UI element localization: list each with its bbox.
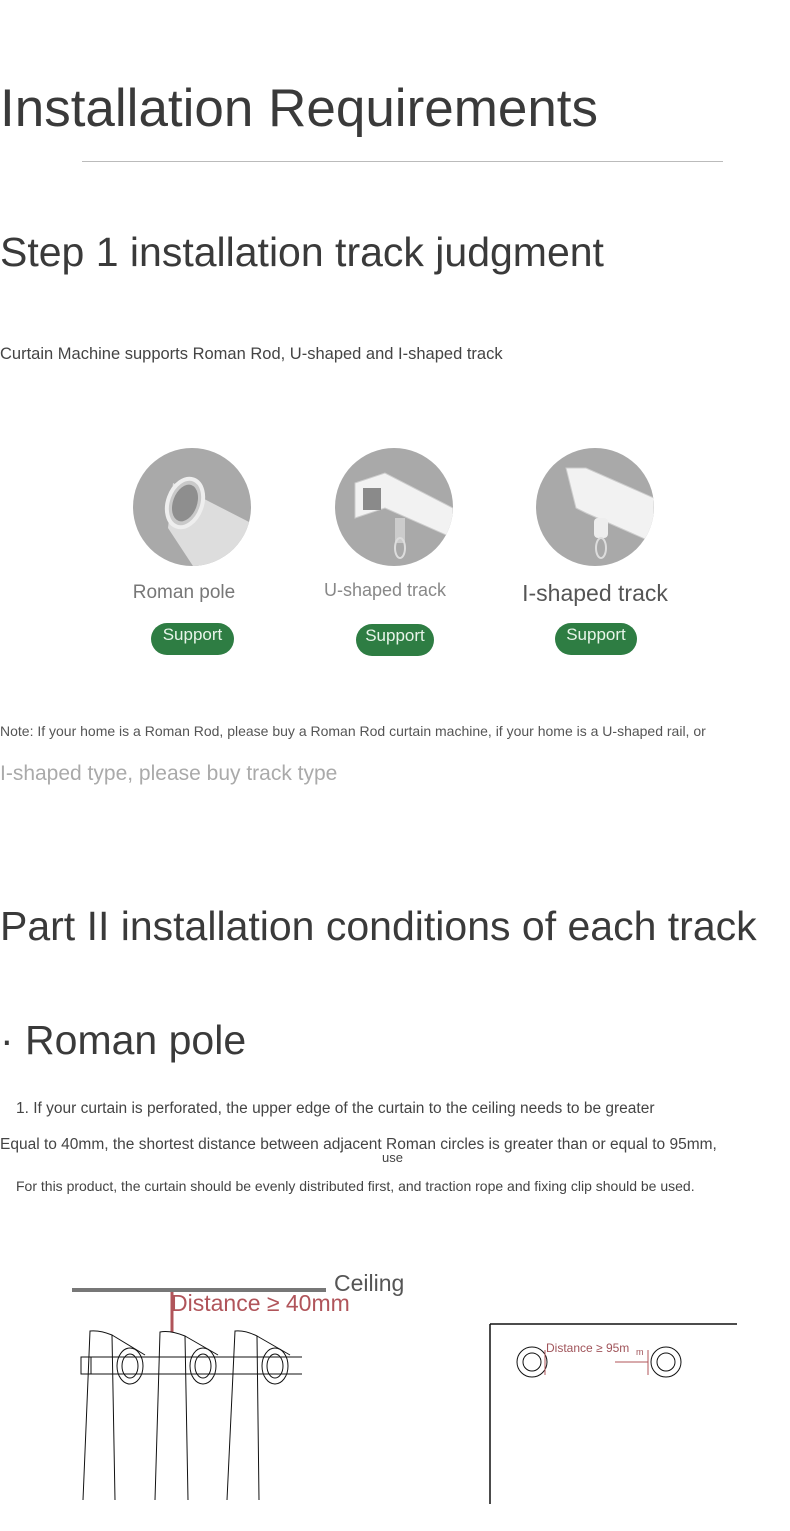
support-badge-roman: Support — [151, 623, 234, 655]
step1-intro: Curtain Machine supports Roman Rod, U-shaped and I-shaped track — [0, 345, 503, 363]
step1-heading: Step 1 installation track judgment — [0, 229, 604, 275]
note-line-2: I-shaped type, please buy track type — [0, 762, 338, 785]
condition-line-2b: use — [382, 1150, 403, 1165]
divider — [82, 161, 723, 162]
track-label-u: U-shaped track — [323, 580, 447, 600]
track-label-roman: Roman pole — [132, 582, 236, 603]
i-track-image — [536, 448, 654, 566]
support-badge-u: Support — [356, 624, 434, 656]
distance-95mm-label-tail: m — [636, 1347, 644, 1357]
roman-pole-image — [133, 448, 251, 566]
support-badge-i: Support — [555, 623, 637, 655]
track-label-i: I-shaped track — [522, 580, 668, 606]
ceiling-label: Ceiling — [334, 1270, 405, 1296]
part2-heading: Part II installation conditions of each track — [0, 903, 757, 949]
page-title: Installation Requirements — [0, 79, 599, 138]
condition-line-2: Equal to 40mm, the shortest distance between adjacent Roman circles is greater than or equal to 95mm, — [0, 1136, 717, 1153]
distance-95mm-label: Distance ≥ 95m — [546, 1341, 630, 1355]
condition-line-3: For this product, the curtain should be evenly distributed first, and traction rope and fixing clip should be used. — [16, 1178, 695, 1194]
condition-line-1: 1. If your curtain is perforated, the upper edge of the curtain to the ceiling needs to be greater — [16, 1100, 655, 1117]
u-track-image — [335, 448, 453, 566]
roman-pole-subheading: · Roman pole — [0, 1017, 247, 1063]
distance-40mm-label: Distance ≥ 40mm — [171, 1290, 350, 1316]
note-line-1: Note: If your home is a Roman Rod, please buy a Roman Rod curtain machine, if your home is a U-shaped rail, or — [0, 723, 706, 739]
